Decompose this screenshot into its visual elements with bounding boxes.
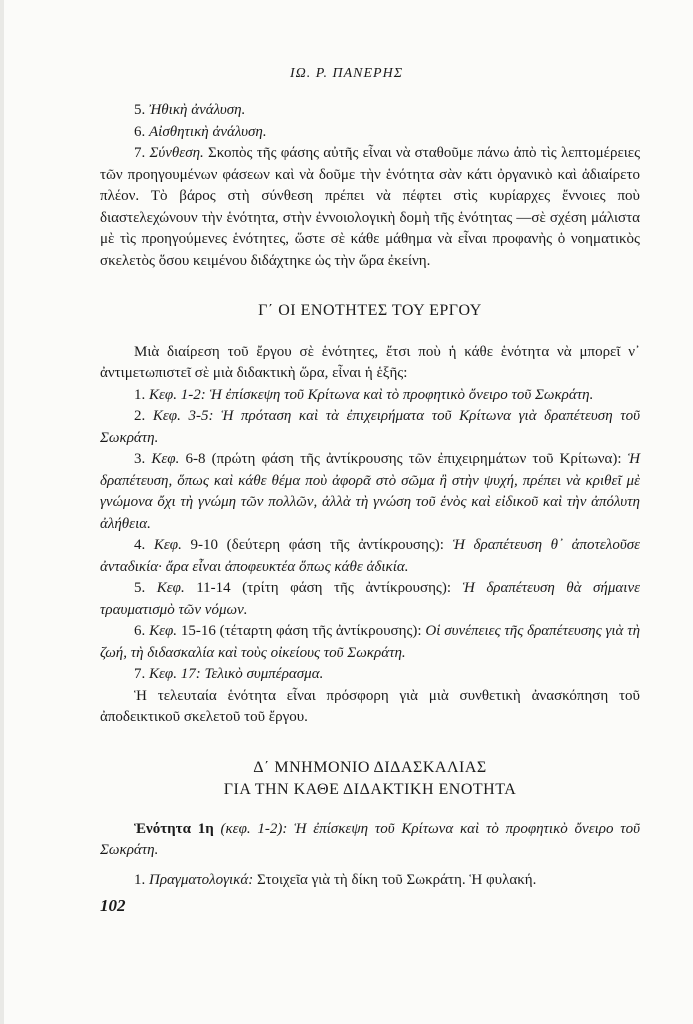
- unit-item-7: 7. Κεφ. 17: Τελικὸ συμπέρασμα.: [134, 666, 324, 682]
- unit-item-2: 2. Κεφ. 3-5: Ἡ πρόταση καὶ τὰ ἐπιχειρήματα τοῦ Κρίτωνα γιὰ δραπέτευση τοῦ Σωκράτη.: [100, 408, 641, 446]
- section-gamma-heading: Γ΄ ΟΙ ΕΝΟΤΗΤΕΣ ΤΟΥ ΕΡΓΟΥ: [258, 302, 482, 319]
- unit-item-5: 5. Κεφ. 11-14 (τρίτη φάση τῆς ἀντίκρουσης): Ἡ δραπέτευση θὰ σήμαινε τραυματισμὸ τῶν νόμων.: [100, 580, 641, 618]
- page-number: 102: [100, 896, 126, 915]
- section-delta-heading: [100, 757, 640, 801]
- unit-item-6: 6. Κεφ. 15-16 (τέταρτη φάση τῆς ἀντίκρουσης): Οἱ συνέπειες τῆς δραπέτευσης γιὰ τὴ ζωή, τὴ διδασκαλία καὶ τοὺς οἰκείους τοῦ Σωκράτη.: [100, 623, 641, 661]
- section-delta-title-line2: ΓΙΑ ΤΗΝ ΚΑΘΕ ΔΙΔΑΚΤΙΚΗ ΕΝΟΤΗΤΑ: [223, 780, 517, 798]
- list-item-7: 7. Σύνθεση. Σκοπὸς τῆς φάσης αὐτῆς εἶναι νὰ σταθοῦμε πάνω ἀπὸ τὶς λεπτομέρειες τῶν προηγουμένων φάσεων καὶ νὰ δοῦμε τὴν ἑνότητα σὰν κάτι ὀργανικὸ καὶ ἀδιαίρετο πλέον. Τὸ βάρος στὴ σύνθεση πρέπει νὰ πέφτει στὶς κυρίαρχες ἔννοιες ποὺ διαστελεχώνουν τὴν ἑνότητα, στὴν ἐννοιολογικὴ δομὴ τῆς ἑνότητας —σὲ σχέση μάλιστα μὲ τὶς προηγούμενες ἑνότητες, ὥστε σὲ κάθε μάθημα νὰ εἶναι προφανὴς ὁ νοηματικὸς σκελετὸς ὅσου κειμένου διδάχτηκε ὡς τὴν ὥρα ἐκείνη.: [100, 145, 641, 269]
- list-item-5: 5. Ἠθικὴ ἀνάλυση.: [134, 102, 246, 118]
- unit-item-3: 3. Κεφ. 6-8 (πρώτη φάση τῆς ἀντίκρουσης τῶν ἐπιχειρημάτων τοῦ Κρίτωνα): Ἡ δραπέτευση, ὅπως καὶ κάθε θέμα ποὺ ἀφορᾶ στὸ σῶμα ἢ στὴν ψυχή, πρέπει νὰ κριθεῖ μὲ γνώμονα ὄχι τὴ γνώμη τῶν πολλῶν, ἀλλὰ τὴ γνώση τοῦ ἑνὸς καὶ εἰδικοῦ καὶ τὴν ἀπόλυτη ἀλήθεια.: [100, 451, 641, 532]
- unit-1-point-1: 1. Πραγματολογικά: Στοιχεῖα γιὰ τὴ δίκη τοῦ Σωκράτη. Ἡ φυλακή.: [134, 871, 537, 888]
- running-header: ΙΩ. Ρ. ΠΑΝΕΡΗΣ: [289, 66, 404, 81]
- section-gamma-intro: Μιὰ διαίρεση τοῦ ἔργου σὲ ἑνότητες, ἔτσι ποὺ ἡ κάθε ἑνότητα νὰ μπορεῖ ν᾽ ἀντιμετωπιστεῖ σὲ μιὰ διδακτικὴ ὥρα, εἶναι ἡ ἑξῆς:: [100, 343, 640, 381]
- list-item-6: 6. Αἰσθητικὴ ἀνάλυση.: [134, 123, 267, 140]
- section-delta-title-line1: Δ΄ ΜΝΗΜΟΝΙΟ ΔΙΔΑΣΚΑΛΙΑΣ: [253, 758, 487, 776]
- section-gamma-closing: Ἡ τελευταία ἑνότητα εἶναι πρόσφορη γιὰ μιὰ συνθετικὴ ἀνασκόπηση τοῦ ἀποδεικτικοῦ σκελετοῦ τοῦ ἔργου.: [100, 687, 640, 725]
- unit-1-heading: Ἑνότητα 1η (κεφ. 1-2): Ἡ ἐπίσκεψη τοῦ Κρίτωνα καὶ τὸ προφητικὸ ὄνειρο τοῦ Σωκράτη.: [100, 820, 640, 858]
- unit-item-1: 1. Κεφ. 1-2: Ἡ ἐπίσκεψη τοῦ Κρίτωνα καὶ τὸ προφητικὸ ὄνειρο τοῦ Σωκράτη.: [134, 386, 594, 403]
- unit-item-4: 4. Κεφ. 9-10 (δεύτερη φάση τῆς ἀντίκρουσης): Ἡ δραπέτευση θ᾽ ἀποτελοῦσε ἀνταδικία· ἄρα εἶναι ἀποφευκτέα ὅπως κάθε ἀδικία.: [100, 537, 641, 575]
- page-edge-shadow: [0, 0, 4, 1024]
- page-body: [100, 100, 640, 891]
